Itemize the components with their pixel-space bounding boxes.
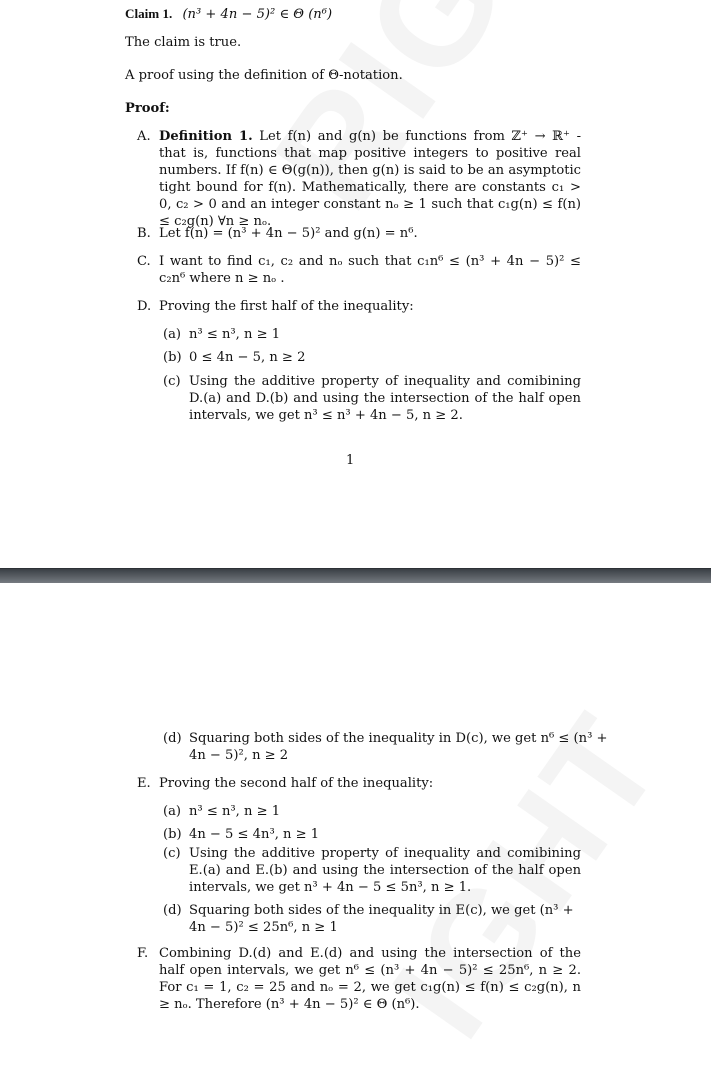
substep-label: (a): [163, 327, 182, 342]
substep-label: (d): [163, 903, 182, 918]
substep-text: 0 ≤ 4n − 5, n ≥ 2: [189, 350, 306, 365]
step-label: D.: [137, 299, 152, 314]
substep-label: (a): [163, 804, 182, 819]
step-text: Combining D.(d) and E.(d) and using the intersection of the half open intervals, we get n⁶ ≤ (n³ + 4n − 5)² ≤ 25n⁶, n ≥ 2. For c₁ = 1, c₂ = 25 and nₒ = 2, we get c₁g(n) ≤ f(n) ≤ c₂g(n), n ≥ nₒ. Therefore (n³ + 4n − 5)² ∈ Θ (n⁶).: [159, 946, 581, 1012]
step-text: Proving the first half of the inequality:: [159, 299, 414, 314]
substep-text: Using the additive property of inequality and comibining E.(a) and E.(b) and using the intersection of the half open intervals, we get n³ + 4n − 5 ≤ 5n³, n ≥ 1.: [189, 846, 581, 895]
substep-text: Using the additive property of inequality and comibining D.(a) and D.(b) and using the intersection of the half open intervals, we get n³ ≤ n³ + 4n − 5, n ≥ 2.: [189, 374, 581, 423]
claim-line: [125, 6, 332, 24]
substep-label: (b): [163, 350, 182, 365]
method-line: A proof using the definition of Θ-notation.: [125, 68, 403, 83]
definition-title: Definition 1.: [159, 129, 253, 144]
substep-text: Squaring both sides of the inequality in D(c), we get n⁶ ≤ (n³ + 4n − 5)², n ≥ 2: [189, 731, 608, 763]
substep-label: (b): [163, 827, 182, 842]
substep-label: (c): [163, 374, 181, 389]
step-label: A.: [137, 129, 151, 144]
step-label: E.: [137, 776, 151, 791]
substep-text: Squaring both sides of the inequality in E(c), we get (n³ + 4n − 5)² ≤ 25n⁶, n ≥ 1: [189, 903, 574, 935]
page-separator: [0, 568, 711, 584]
step-label: C.: [137, 254, 151, 269]
step-text: Proving the second half of the inequality:: [159, 776, 434, 791]
substep-text: n³ ≤ n³, n ≥ 1: [189, 327, 281, 342]
step-text: Let f(n) = (n³ + 4n − 5)² and g(n) = n⁶.: [159, 226, 418, 241]
substep-label: (d): [163, 731, 182, 746]
definition-text: Let f(n) and g(n) be functions from ℤ⁺ → ℝ⁺ - that is, functions that map positive integers to positive real numbers. If f(n) ∈ Θ(g(n)), then g(n) is said to be an asymptotic tight bound for f(n). Mathematically, there are constants c₁ > 0, c₂ > 0 and an integer constant nₒ ≥ 1 such that c₁g(n) ≤ f(n) ≤ c₂g(n) ∀n ≥ nₒ.: [159, 129, 581, 229]
substep-text: n³ ≤ n³, n ≥ 1: [189, 804, 281, 819]
claim-status: The claim is true.: [125, 35, 242, 50]
proof-heading: Proof:: [125, 101, 170, 116]
step-label: F.: [137, 946, 149, 961]
substep-text: 4n − 5 ≤ 4n³, n ≥ 1: [189, 827, 320, 842]
step-text: I want to find c₁, c₂ and nₒ such that c₁n⁶ ≤ (n³ + 4n − 5)² ≤ c₂n⁶ where n ≥ nₒ .: [159, 254, 581, 286]
claim-math: (n³ + 4n − 5)² ∈ Θ (n⁶): [182, 7, 333, 22]
step-label: B.: [137, 226, 151, 241]
substep-label: (c): [163, 846, 181, 861]
claim-label: Claim 1.: [125, 6, 173, 21]
document-page-2: [0, 583, 711, 1024]
page-number: 1: [346, 453, 355, 468]
